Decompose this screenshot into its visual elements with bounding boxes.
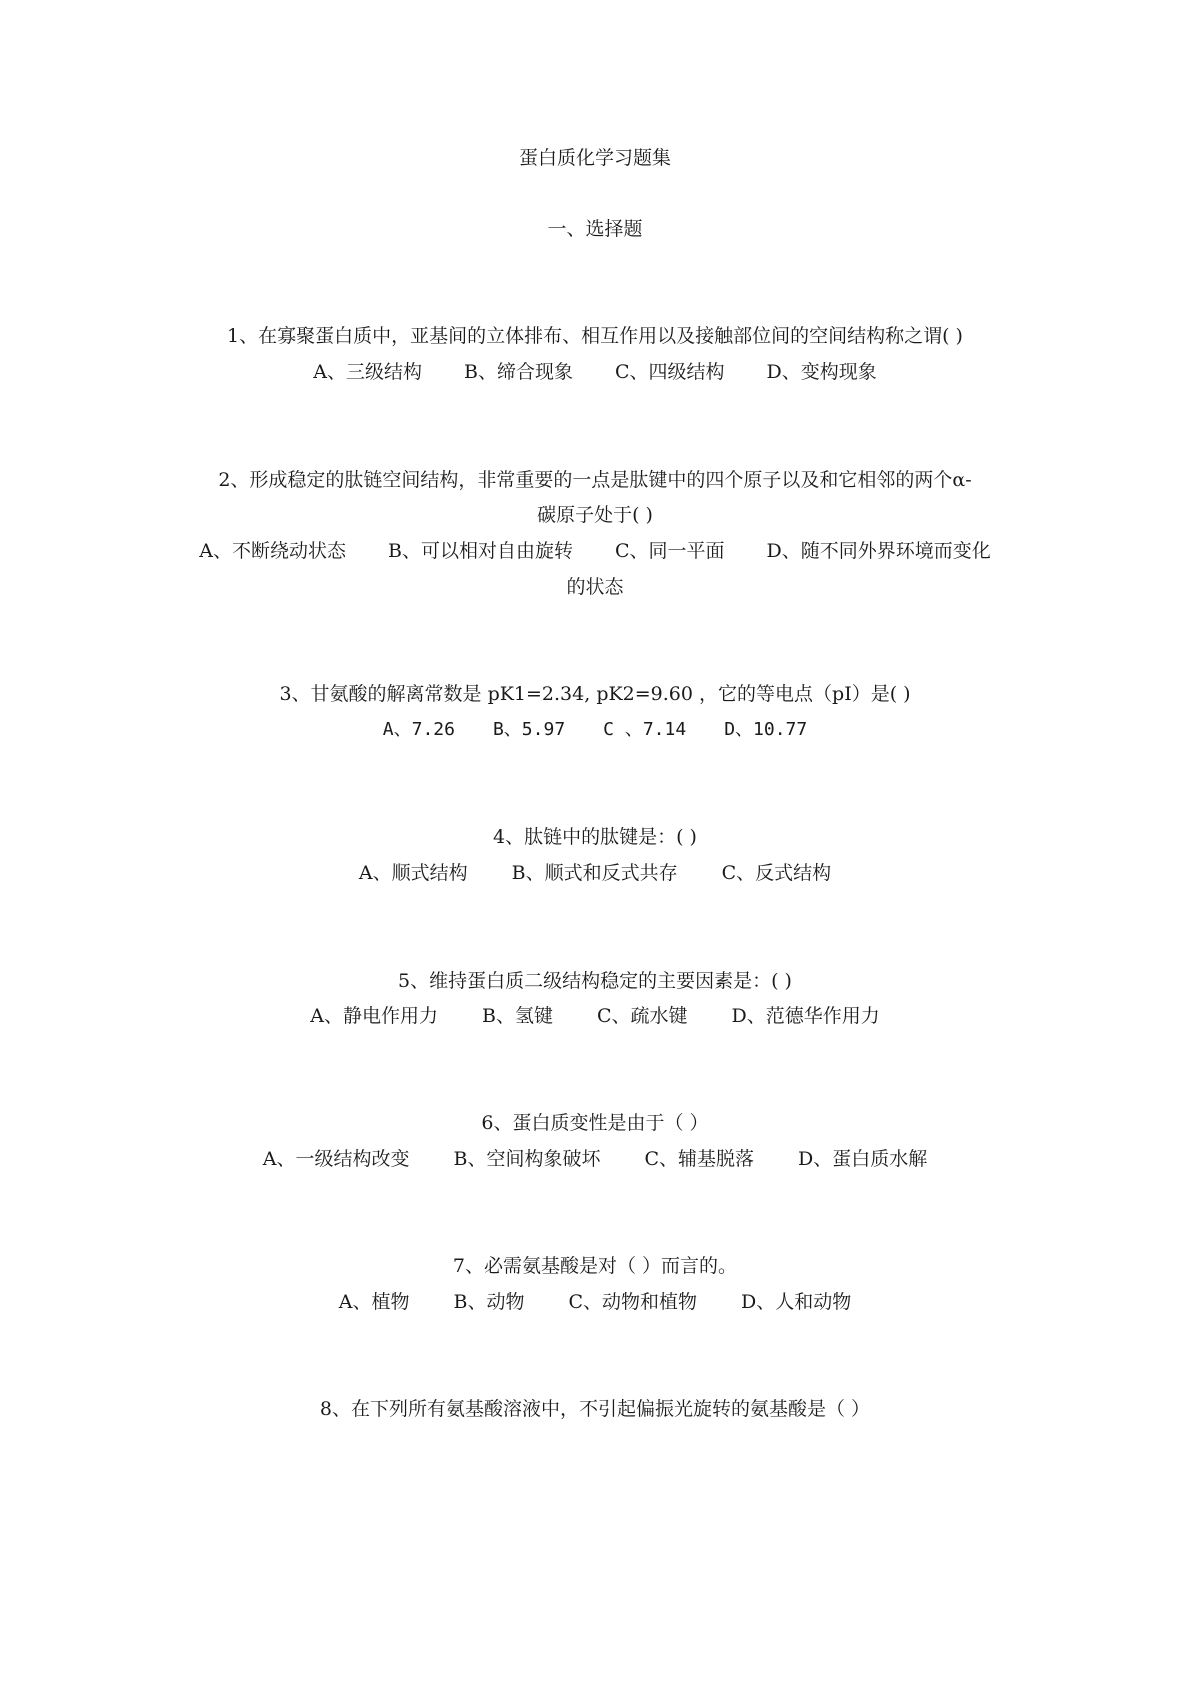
option-a: A、三级结构 — [313, 361, 422, 383]
question-3-stem: 3、甘氨酸的解离常数是 pK1=2.34, pK2=9.60 ，它的等电点（pI）是( ) — [279, 683, 911, 705]
section-heading: 一、选择题 — [547, 218, 643, 240]
option-a: A、顺式结构 — [358, 862, 468, 884]
option-a: A、静电作用力 — [310, 1005, 438, 1027]
question-4-stem: 4、肽链中的肽键是：( ) — [493, 826, 697, 848]
question-5-options — [0, 1004, 1190, 1028]
question-1-options — [0, 360, 1190, 384]
option-a: A、植物 — [338, 1291, 410, 1313]
question-4-options — [0, 861, 1190, 885]
question-2-options-continuation: 的状态 — [566, 576, 624, 598]
option-c: C、同一平面 — [614, 540, 725, 562]
question-2-stem-line-2: 碳原子处于( ) — [537, 504, 653, 526]
option-b: B、可以相对自由旋转 — [387, 540, 573, 562]
question-7-options — [0, 1290, 1190, 1314]
option-d: D、随不同外界环境而变化 — [766, 540, 991, 562]
option-d: D、人和动物 — [741, 1291, 852, 1313]
question-2-stem-line-1: 2、形成稳定的肽链空间结构，非常重要的一点是肽键中的四个原子以及和它相邻的两个α- — [218, 469, 972, 491]
option-d: D、10.77 — [724, 719, 808, 740]
question-3-options — [0, 718, 1190, 742]
question-7-stem: 7、必需氨基酸是对（ ）而言的。 — [452, 1255, 738, 1277]
option-c: C、动物和植物 — [568, 1291, 697, 1313]
option-b: B、缔合现象 — [463, 361, 573, 383]
option-d: D、变构现象 — [766, 361, 877, 383]
question-6-options — [0, 1147, 1190, 1171]
option-b: B、氢键 — [481, 1005, 553, 1027]
option-c: C、辅基脱落 — [644, 1148, 754, 1170]
question-5-stem: 5、维持蛋白质二级结构稳定的主要因素是：( ) — [398, 970, 792, 992]
option-a: A、不断绕动状态 — [199, 540, 346, 562]
option-b: B、空间构象破坏 — [453, 1148, 601, 1170]
option-b: B、5.97 — [492, 719, 566, 740]
question-8-stem: 8、在下列所有氨基酸溶液中，不引起偏振光旋转的氨基酸是（ ） — [319, 1398, 871, 1420]
option-c: C、疏水键 — [596, 1005, 688, 1027]
question-1-stem: 1、在寡聚蛋白质中，亚基间的立体排布、相互作用以及接触部位间的空间结构称之谓( ) — [227, 325, 963, 347]
document-title: 蛋白质化学习题集 — [518, 147, 671, 169]
question-2-options — [0, 539, 1190, 563]
option-d: D、范德华作用力 — [731, 1005, 880, 1027]
option-b: B、动物 — [453, 1291, 525, 1313]
option-c: C、四级结构 — [614, 361, 725, 383]
option-b: B、顺式和反式共存 — [511, 862, 678, 884]
option-a: A、7.26 — [382, 719, 455, 740]
option-c: C 、7.14 — [603, 719, 687, 740]
option-c: C、反式结构 — [721, 862, 832, 884]
option-a: A、一级结构改变 — [262, 1148, 410, 1170]
option-d: D、蛋白质水解 — [798, 1148, 928, 1170]
question-6-stem: 6、蛋白质变性是由于（ ） — [481, 1112, 709, 1134]
